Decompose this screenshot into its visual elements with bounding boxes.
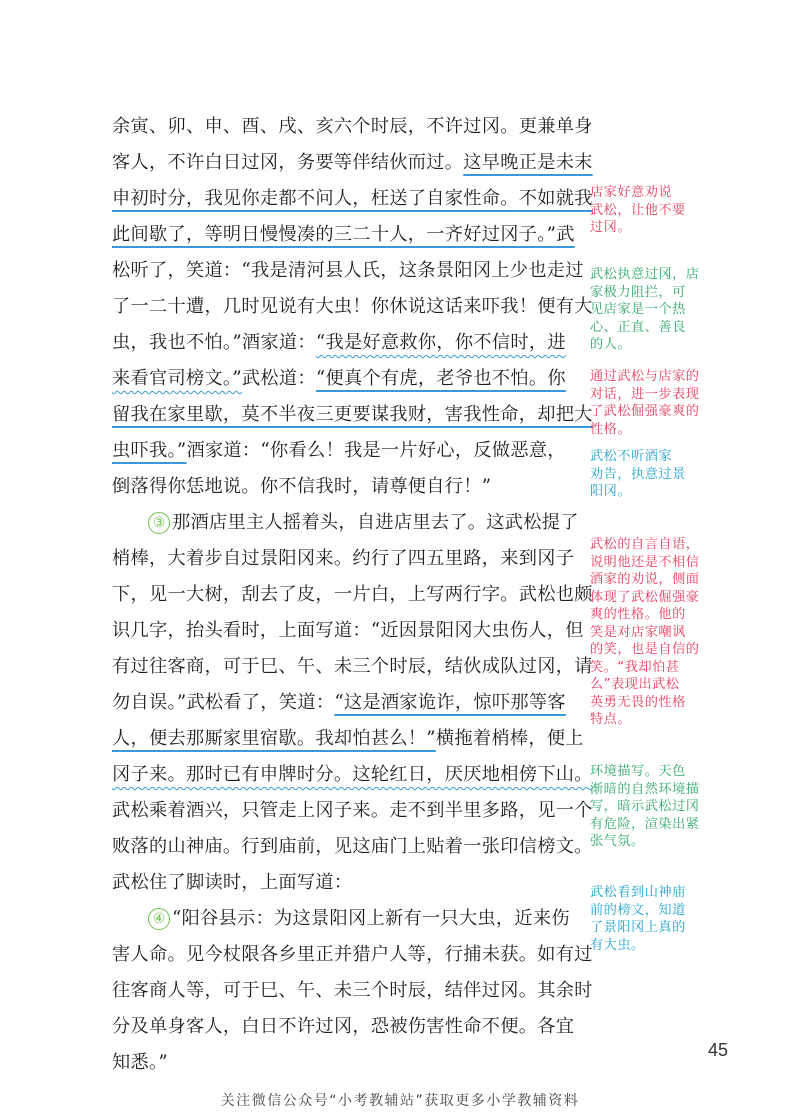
text-line: 往客商人等，可于巳、午、未三个时辰，结伴过冈。其余时 bbox=[112, 980, 593, 1001]
text-line: 武松乘着酒兴，只管走上冈子来。走不到半里多路，见一个 bbox=[112, 800, 593, 821]
text-line: 害人命。见今杖限各乡里正并猎户人等，行捕未获。如有过 bbox=[112, 944, 593, 965]
text-line: 松听了，笑道：“我是清河县人氏，这条景阳冈上少也走过 bbox=[112, 260, 584, 281]
text-line: 倒落得你恁地说。你不信我时，请尊便自行！” bbox=[112, 476, 492, 497]
highlighted-phrase: 不如就我 bbox=[518, 188, 593, 209]
wavy-phrase: 冈子来。那时已有申牌时分。这轮红日，厌厌地相傍下山。 bbox=[112, 764, 593, 785]
text-line: 虫，我也不怕。”酒家道：“我是好意救你，你不信时，进 bbox=[112, 332, 566, 353]
highlighted-phrase: “这是酒家诡诈，惊吓那等客 bbox=[334, 692, 566, 713]
text-line: 人，便去那厮家里宿歇。我却怕甚么！”横拖着梢棒，便上 bbox=[112, 728, 584, 749]
text-line: ④ “阳谷县示：为这景阳冈上新有一只大虫，近来伤 bbox=[112, 904, 584, 934]
highlighted-phrase: 申初时分，我见你走都不问人，枉送了自家性命。 bbox=[112, 188, 519, 209]
text-line: 客人，不许白日过冈，务要等伴结伙而过。这早晚正是未末 bbox=[112, 152, 593, 173]
highlighted-phrase: 这早晚正是未末 bbox=[463, 152, 593, 173]
text-line: 虫吓我。”酒家道：“你看么！我是一片好心，反做恶意， bbox=[112, 440, 566, 461]
text-line: 知悉。” bbox=[112, 1052, 168, 1073]
margin-note: 武松的自言自语， 说明他还是不相信 酒家的劝说，侧面 体现了武松倔强豪 爽的性格。他的 笑是对店家嘲讽 的笑，也是自信的 笑。“我却怕甚 么”表现出武松 英勇无畏的性格 特点。 bbox=[590, 537, 700, 727]
text-line: 有过往客商，可于巳、午、未三个时辰，结伙成队过冈，请 bbox=[112, 656, 593, 677]
text-line bbox=[112, 220, 584, 250]
text-line: 武松住了脚读时，上面写道： bbox=[112, 872, 353, 893]
text-line bbox=[112, 184, 593, 214]
highlighted-phrase: 留我在家里歇，莫不半夜三更要谋我财，害我性命，却把大 bbox=[112, 404, 593, 425]
footer-note: 关注微信公众号“小考教辅站”获取更多小学教辅资料 bbox=[220, 1093, 580, 1109]
margin-note: 通过武松与店家的 对话，进一步表现 了武松倔强豪爽的 性格。 bbox=[590, 369, 700, 437]
margin-note: 武松执意过冈，店 家极力阻拦，可 见店家是一个热 心、正直、善良 的人。 bbox=[590, 267, 700, 352]
highlighted-phrase: 人，便去那厮家里宿歇。我却怕甚么！” bbox=[112, 728, 436, 749]
margin-note: 店家好意劝说 武松，让他不要 过冈。 bbox=[590, 185, 686, 235]
highlighted-phrase: 虫吓我。” bbox=[112, 440, 187, 461]
wavy-phrase: “我是好意救你，你不信时，进 bbox=[315, 332, 566, 353]
highlighted-phrase: 此间歇了，等明日慢慢凑的三二十人，一齐好过冈子。”武 bbox=[112, 224, 575, 245]
text-line: 梢棒，大着步自过景阳冈来。约行了四五里路，来到冈子 bbox=[112, 548, 575, 569]
text-line: 下，见一大树，刮去了皮，一片白，上写两行字。武松也颇 bbox=[112, 584, 593, 605]
text-line bbox=[112, 400, 593, 430]
paragraph-number: ③ bbox=[148, 512, 170, 534]
text-line: 识几字，抬头看时，上面写道：“近因景阳冈大虫伤人，但 bbox=[112, 620, 584, 641]
text-line: 来看官司榜文。”武松道：“便真个有虎，老爷也不怕。你 bbox=[112, 368, 566, 389]
page-number: 45 bbox=[708, 1040, 729, 1060]
text-line bbox=[112, 760, 593, 790]
text-line: ③ 那酒店里主人摇着头，自进店里去了。这武松提了 bbox=[112, 508, 584, 538]
margin-note: 武松不听酒家 劝告，执意过景 阳冈。 bbox=[590, 449, 686, 499]
text-line: 分及单身客人，白日不许过冈，恐被伤害性命不便。各宜 bbox=[112, 1016, 575, 1037]
margin-note: 环境描写。天色 渐暗的自然环境描 写，暗示武松过冈 有危险，渲染出紧 张气氛。 bbox=[590, 764, 700, 849]
highlighted-phrase: “便真个有虎，老爷也不怕。你 bbox=[315, 368, 566, 389]
text-line: 了一二十遭，几时见说有大虫！你休说这话来吓我！便有大 bbox=[112, 296, 593, 317]
text-line: 败落的山神庙。行到庙前，见这庙门上贴着一张印信榜文。 bbox=[112, 836, 593, 857]
paragraph-number: ④ bbox=[148, 908, 170, 930]
text-line: 余寅、卯、申、酉、戌、亥六个时辰，不许过冈。更兼单身 bbox=[112, 116, 593, 137]
margin-note: 武松看到山神庙 前的榜文，知道 了景阳冈上真的 有大虫。 bbox=[590, 885, 686, 953]
wavy-phrase: 来看官司榜文。” bbox=[112, 368, 242, 389]
text-line: 勿自误。”武松看了，笑道：“这是酒家诡诈，惊吓那等客 bbox=[112, 692, 566, 713]
